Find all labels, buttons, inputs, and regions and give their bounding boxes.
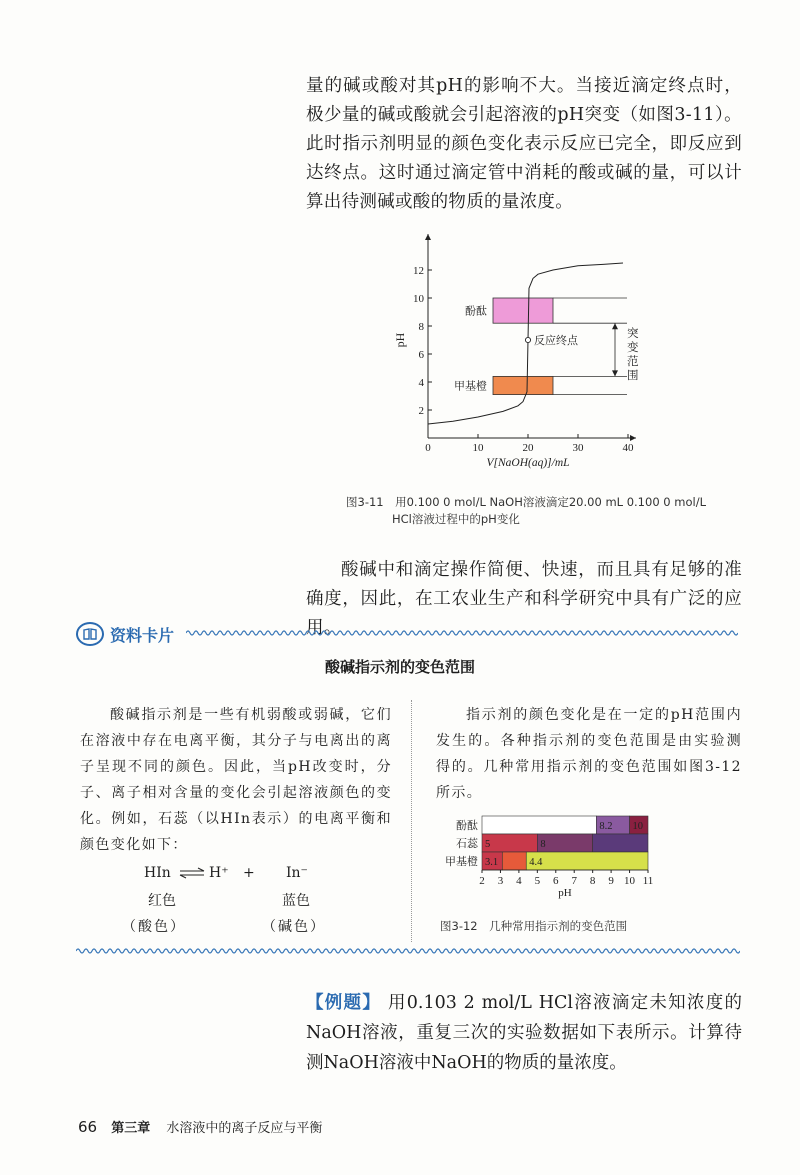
methyl-orange-label: 甲基橙 bbox=[454, 380, 487, 393]
titration-curve-line bbox=[428, 263, 623, 424]
indicator-range-chart bbox=[436, 812, 666, 908]
ph-tick-label: 5 bbox=[534, 875, 541, 887]
methyl-orange-range-box bbox=[493, 376, 553, 394]
figure-3-11-caption bbox=[346, 494, 706, 528]
ph-tick-label: 3 bbox=[497, 875, 504, 887]
book-icon bbox=[76, 622, 104, 646]
y-tick-label: 10 bbox=[413, 293, 424, 305]
card-bottom-wave-divider bbox=[76, 946, 740, 956]
figure-3-12-caption: 图3-12 几种常用指示剂的变色范围 bbox=[440, 919, 628, 933]
x-tick-label: 40 bbox=[622, 442, 634, 454]
y-axis-label: pH bbox=[393, 332, 407, 348]
endpoint-marker bbox=[525, 337, 530, 342]
column-divider bbox=[411, 700, 412, 942]
eq-in-minus: In⁻ bbox=[286, 865, 308, 881]
example-text: 用0.103 2 mol/L HCl溶液滴定未知浓度的NaOH溶液，重复三次的实验数据如下表所示。计算待测NaOH溶液中NaOH的物质的量浓度。 bbox=[306, 993, 742, 1073]
y-tick-label: 2 bbox=[418, 405, 424, 417]
acid-color-note: （酸色） bbox=[122, 919, 186, 935]
x-axis-arrow-icon bbox=[630, 435, 636, 441]
chapter-label: 第三章 bbox=[111, 1121, 151, 1136]
indicator-range-value: 8.2 bbox=[599, 821, 613, 832]
page-footer bbox=[78, 1117, 322, 1136]
data-card-title: 酸碱指示剂的变色范围 bbox=[324, 658, 475, 676]
ph-tick-label: 4 bbox=[516, 875, 522, 887]
ph-tick-label: 2 bbox=[479, 875, 485, 887]
eq-hin: HIn bbox=[144, 865, 171, 881]
y-tick-label: 6 bbox=[418, 349, 424, 361]
y-tick-label: 12 bbox=[413, 265, 424, 277]
ph-tick-label: 11 bbox=[642, 875, 654, 887]
indicator-range-segment bbox=[537, 834, 592, 852]
x-tick-label: 0 bbox=[425, 442, 431, 454]
indicator-range-value: 3.1 bbox=[485, 857, 499, 868]
chapter-title: 水溶液中的离子反应与平衡 bbox=[166, 1121, 323, 1136]
card-top-wave-divider bbox=[186, 628, 738, 638]
eq-plus: + bbox=[243, 865, 255, 881]
jump-range-label: 突变范围 bbox=[627, 328, 639, 383]
y-tick-label: 8 bbox=[418, 321, 424, 333]
indicator-name-label: 甲基橙 bbox=[445, 856, 478, 868]
ph-tick-label: 9 bbox=[608, 875, 614, 887]
x-axis-label: V[NaOH(aq)]/mL bbox=[486, 457, 570, 469]
application-paragraph: 酸碱中和滴定操作简便、快速，而且具有足够的准确度，因此，在工农业生产和科学研究中具有广泛的应用。 bbox=[306, 560, 742, 638]
x-tick-label: 30 bbox=[572, 442, 584, 454]
endpoint-label: 反应终点 bbox=[534, 335, 578, 347]
figure-3-11-caption-line1: 图3-11 用0.100 0 mol/L NaOH溶液滴定20.00 mL 0.100 0 mol/L bbox=[346, 495, 706, 509]
data-card-label: 资料卡片 bbox=[110, 625, 175, 645]
card-right-text: 指示剂的颜色变化是在一定的pH范围内发生的。各种指示剂的变色范围是由实验测得的。几种常用指示剂的变色范围如图3-12所示。 bbox=[436, 707, 742, 801]
indicator-range-value: 8 bbox=[540, 839, 546, 850]
y-axis-arrow-icon bbox=[425, 234, 431, 240]
eq-hplus: H⁺ bbox=[209, 865, 229, 881]
indicator-range-segment bbox=[593, 834, 648, 852]
ph-axis-label: pH bbox=[558, 887, 572, 899]
color-red: 红色 bbox=[148, 893, 176, 909]
indicator-range-segment bbox=[502, 852, 526, 870]
titration-curve-chart bbox=[380, 228, 660, 478]
example-problem bbox=[306, 988, 742, 1078]
page-number: 66 bbox=[78, 1118, 98, 1136]
indicator-range-value: 5 bbox=[485, 839, 491, 850]
phenolphthalein-label: 酚酞 bbox=[465, 305, 487, 318]
x-tick-label: 20 bbox=[522, 442, 534, 454]
indicator-range-value: 10 bbox=[632, 821, 644, 832]
indicator-name-label: 酚酞 bbox=[456, 820, 478, 832]
ph-tick-label: 10 bbox=[624, 875, 636, 887]
equilibrium-arrow-icon bbox=[178, 866, 206, 880]
jump-range-arrow-down-icon bbox=[612, 370, 618, 376]
indicator-range-value: 4.4 bbox=[529, 857, 543, 868]
indicator-range-segment bbox=[482, 816, 596, 834]
indicator-range-segment bbox=[482, 834, 537, 852]
y-tick-label: 4 bbox=[418, 377, 424, 389]
figure-3-11-caption-line2: HCl溶液过程中的pH变化 bbox=[392, 512, 520, 526]
base-color-note: （碱色） bbox=[262, 919, 326, 935]
card-left-text: 酸碱指示剂是一些有机弱酸或弱碱，它们在溶液中存在电离平衡，其分子与电离出的离子呈现不同的颜色。因此，当pH改变时，分子、离子相对含量的变化会引起溶液颜色的变化。例如，石蕊（以HIn表示）的电离平衡和颜色变化如下： bbox=[80, 707, 392, 853]
phenolphthalein-range-box bbox=[493, 298, 553, 323]
x-tick-label: 10 bbox=[472, 442, 484, 454]
jump-range-arrow-up-icon bbox=[612, 323, 618, 329]
example-tag: 【例题】 bbox=[306, 993, 382, 1013]
color-blue: 蓝色 bbox=[282, 893, 310, 909]
data-card-header bbox=[76, 622, 174, 646]
indicator-name-label: 石蕊 bbox=[456, 838, 478, 850]
ph-tick-label: 7 bbox=[571, 875, 577, 887]
ph-tick-label: 6 bbox=[553, 875, 559, 887]
indicator-range-segment bbox=[526, 852, 648, 870]
ph-tick-label: 8 bbox=[589, 875, 596, 887]
intro-paragraph: 量的碱或酸对其pH的影响不大。当接近滴定终点时，极少量的碱或酸就会引起溶液的pH突变（如图3-11）。此时指示剂明显的颜色变化表示反应已完全，即反应到达终点。这时通过滴定管中消耗的酸或碱的量，可以计算出待测碱或酸的物质的量浓度。 bbox=[306, 76, 742, 212]
